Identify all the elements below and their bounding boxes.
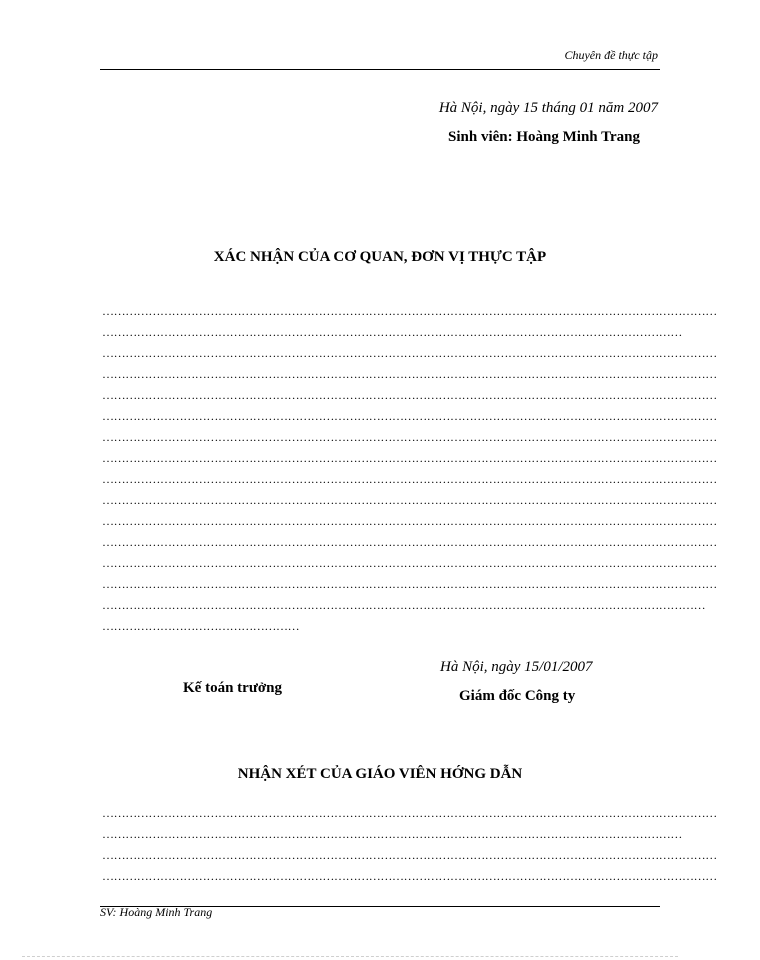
- dotted-line: ……………………………………………………………………………………………………………………………………………: [102, 848, 717, 862]
- dotted-line: …………………………………………………………………………………………………………………………………………: [102, 598, 706, 612]
- dotted-line: ……………………………………………………………………………………………………………………………………………: [102, 535, 717, 549]
- dotted-line: ……………………………………………………………………………………………………………………………………………: [102, 577, 717, 591]
- dotted-line: ……………………………………………………………………………………………………………………………………………: [102, 388, 717, 402]
- dotted-line: ……………………………………………………………………………………………………………………………………………: [102, 472, 717, 486]
- dotted-line: ……………………………………………………………………………………………………………………………………………: [102, 514, 717, 528]
- report-date: Hà Nội, ngày 15 tháng 01 năm 2007: [438, 100, 658, 116]
- dotted-line: ……………………………………………………………………………………………………………………………………: [102, 827, 683, 841]
- page-edge: [22, 956, 678, 957]
- dotted-line: ……………………………………………………………………………………………………………………………………………: [102, 346, 717, 360]
- confirmation-date: Hà Nội, ngày 15/01/2007: [440, 659, 593, 675]
- confirmation-heading: XÁC NHẬN CỦA CƠ QUAN, ĐƠN VỊ THỰC TẬP: [213, 249, 547, 265]
- dotted-line: ……………………………………………: [102, 619, 300, 633]
- dotted-line: ……………………………………………………………………………………………………………………………………………: [102, 430, 717, 444]
- student-name: Sinh viên: Hoàng Minh Trang: [448, 129, 640, 145]
- review-heading: NHẬN XÉT CỦA GIÁO VIÊN HỚNG DẪN: [237, 766, 523, 782]
- dotted-line: ……………………………………………………………………………………………………………………………………………: [102, 367, 717, 381]
- dotted-line: ……………………………………………………………………………………………………………………………………………: [102, 869, 717, 883]
- dotted-line: ……………………………………………………………………………………………………………………………………………: [102, 493, 717, 507]
- running-header: Chuyên đề thực tập: [564, 48, 658, 62]
- dotted-line: ……………………………………………………………………………………………………………………………………………: [102, 556, 717, 570]
- dotted-line: ……………………………………………………………………………………………………………………………………………: [102, 304, 717, 318]
- footer-author: SV: Hoàng Minh Trang: [100, 905, 213, 919]
- dotted-line: ……………………………………………………………………………………………………………………………………………: [102, 806, 717, 820]
- chief-accountant-label: Kế toán trưởng: [183, 680, 282, 696]
- dotted-line: ……………………………………………………………………………………………………………………………………………: [102, 409, 717, 423]
- dotted-line: ……………………………………………………………………………………………………………………………………………: [102, 451, 717, 465]
- director-label: Giám đốc Công ty: [459, 688, 576, 704]
- header-rule: [100, 69, 660, 70]
- dotted-line: ……………………………………………………………………………………………………………………………………: [102, 325, 683, 339]
